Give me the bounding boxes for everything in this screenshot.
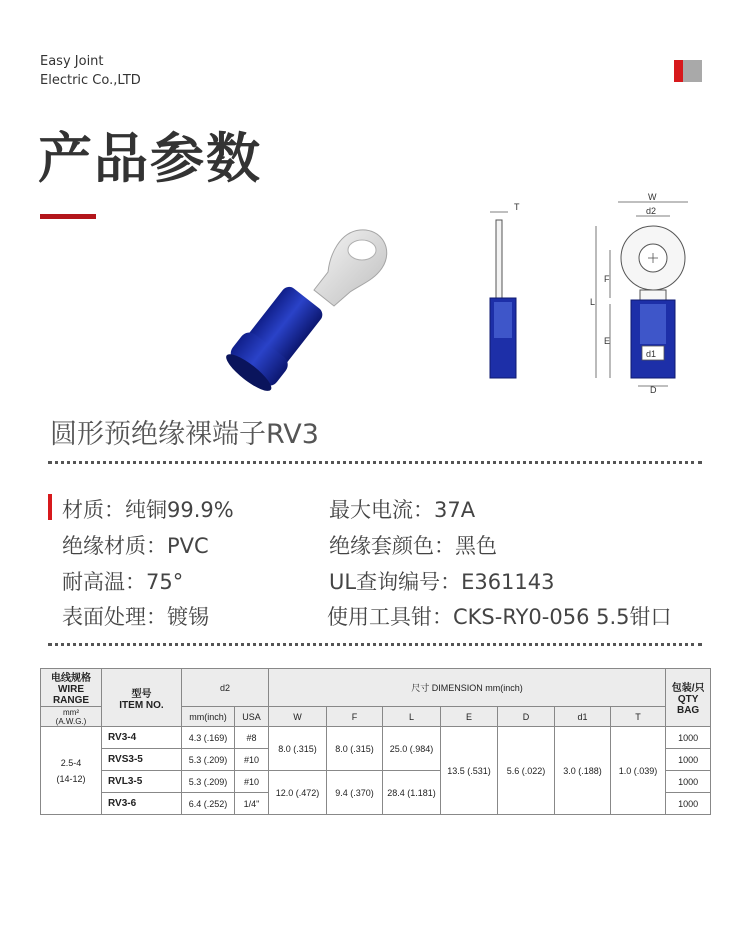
header-wire-cn: 电线规格 <box>51 673 91 684</box>
header-L: L <box>383 707 441 727</box>
cell-d2-usa: #8 <box>235 727 269 749</box>
label-E: E <box>604 336 611 346</box>
dimension-drawing <box>478 190 698 400</box>
cell-d1: 3.0 (.188) <box>555 727 611 815</box>
cell-model: RV3-4 <box>102 727 182 749</box>
page-title: 产品参数 <box>38 127 262 190</box>
ring-terminal-blue-sleeve <box>222 281 329 396</box>
cell-qty: 1000 <box>666 727 711 749</box>
cell-model: RV3-6 <box>102 793 182 815</box>
header-wire-unit-mm: mm² <box>63 707 79 717</box>
wire-range-value: 2.5-4 <box>60 757 82 768</box>
cell-d2-usa: 1/4" <box>235 793 269 815</box>
dotted-divider-bottom <box>48 643 702 646</box>
spec-surface: 表面处理：镀锡 <box>62 605 209 629</box>
header-qty-cn: 包装/只 <box>671 683 705 694</box>
header-D: D <box>498 707 555 727</box>
ring-terminal-metal <box>314 230 387 306</box>
header-d2-usa: USA <box>235 707 269 727</box>
spec-temperature: 耐高温：75° <box>62 570 184 594</box>
wire-awg-value: (14-12) <box>56 773 86 784</box>
label-L: L <box>590 297 596 307</box>
header-qty-en: QTY <box>677 694 699 705</box>
header-wire-range <box>41 669 102 707</box>
header-wire-en: WIRE RANGE <box>52 684 90 706</box>
cell-qty: 1000 <box>666 793 711 815</box>
cell-W: 8.0 (.315) <box>269 727 327 771</box>
header-dimension: 尺寸 DIMENSION mm(inch) <box>269 669 666 707</box>
company-name-line1: Easy Joint <box>40 54 104 69</box>
product-photo <box>222 210 420 400</box>
cell-E: 13.5 (.531) <box>441 727 498 815</box>
cell-qty: 1000 <box>666 749 711 771</box>
cell-D: 5.6 (.022) <box>498 727 555 815</box>
cell-qty: 1000 <box>666 771 711 793</box>
header-qty <box>666 669 711 727</box>
header-d2: d2 <box>182 669 269 707</box>
company-name <box>40 52 141 90</box>
title-underline <box>40 214 96 219</box>
corner-red-block <box>674 60 683 82</box>
header-W: W <box>269 707 327 727</box>
header-wire-unit <box>41 707 102 727</box>
label-D: D <box>650 385 657 395</box>
side-view <box>490 202 520 378</box>
cell-model: RVS3-5 <box>102 749 182 771</box>
label-W: W <box>648 192 657 202</box>
spec-tool: 使用工具钳：CKS-RY0-056 5.5钳口 <box>327 605 672 629</box>
corner-gray-block <box>683 60 702 82</box>
header-E: E <box>441 707 498 727</box>
spec-max-current: 最大电流：37A <box>329 498 476 522</box>
cell-L: 28.4 (1.181) <box>383 771 441 815</box>
cell-F: 9.4 (.370) <box>327 771 383 815</box>
company-name-line2: Electric Co.,LTD <box>40 73 141 88</box>
header-wire-unit-awg: (A.W.G.) <box>55 716 87 726</box>
product-name: 圆形预绝缘裸端子RV3 <box>50 419 319 450</box>
cell-T: 1.0 (.039) <box>611 727 666 815</box>
dotted-divider-top <box>48 461 702 464</box>
header-T: T <box>611 707 666 727</box>
label-F: F <box>604 274 610 284</box>
spec-sleeve-color: 绝缘套颜色：黑色 <box>329 534 497 558</box>
cell-F: 8.0 (.315) <box>327 727 383 771</box>
cell-model: RVL3-5 <box>102 771 182 793</box>
table-row <box>41 727 711 749</box>
header-d1: d1 <box>555 707 611 727</box>
label-T: T <box>514 202 520 212</box>
header-qty-bag: BAG <box>676 705 700 716</box>
header-F: F <box>327 707 383 727</box>
header-model-en: ITEM NO. <box>119 699 164 711</box>
cell-d2-mm: 6.4 (.252) <box>182 793 235 815</box>
cell-d2-usa: #10 <box>235 771 269 793</box>
header-d2-mm: mm(inch) <box>182 707 235 727</box>
header-item-no <box>102 669 182 727</box>
cell-d2-mm: 5.3 (.209) <box>182 771 235 793</box>
cell-L: 25.0 (.984) <box>383 727 441 771</box>
cell-d2-usa: #10 <box>235 749 269 771</box>
front-view <box>590 192 688 395</box>
spec-ul-number: UL查询编号：E361143 <box>329 570 555 594</box>
cell-W: 12.0 (.472) <box>269 771 327 815</box>
spec-insulation-material: 绝缘材质：PVC <box>62 534 209 558</box>
header-model-cn: 型号 <box>131 688 152 700</box>
cell-wire-range <box>41 727 102 815</box>
spec-material: 材质：纯铜99.9% <box>62 498 234 522</box>
spec-accent-bar <box>48 494 52 520</box>
corner-decoration <box>674 60 702 82</box>
cell-d2-mm: 4.3 (.169) <box>182 727 235 749</box>
label-d2: d2 <box>646 206 657 216</box>
label-d1: d1 <box>646 349 657 359</box>
cell-d2-mm: 5.3 (.209) <box>182 749 235 771</box>
spec-table <box>40 668 711 815</box>
